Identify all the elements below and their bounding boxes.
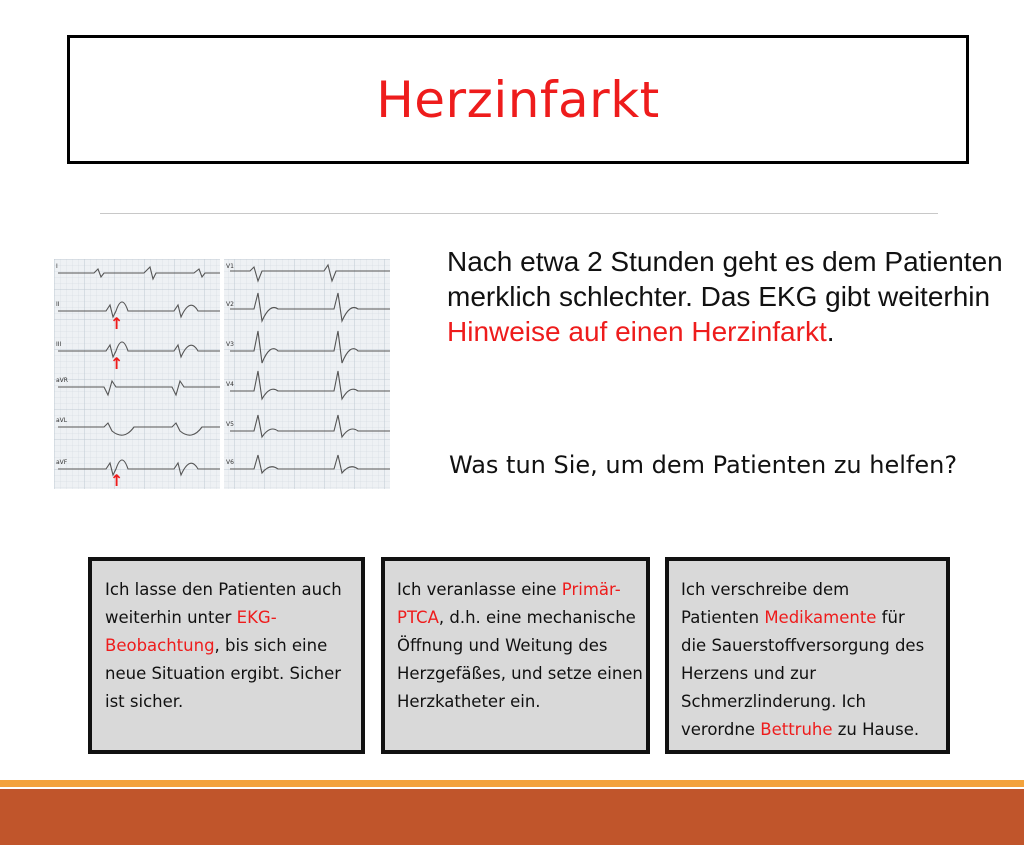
option-highlight: Medikamente [764, 608, 877, 627]
option-highlight: Primär-PTCA [397, 580, 621, 627]
lead-label: V6 [226, 459, 234, 466]
option-text: , d.h. eine mechanische Öffnung und Weitung des Herzgefäßes, und setze einen Herzkatheter ein. [397, 608, 643, 711]
lead-label: II [56, 301, 60, 308]
option-text: Ich veranlasse eine [397, 580, 562, 599]
st-elevation-arrow-icon: ↑ [110, 314, 124, 333]
footer-accent-line [0, 780, 1024, 787]
question-text: Was tun Sie, um dem Patienten zu helfen? [449, 451, 958, 479]
option-line: Ich verschreibe dem [681, 580, 850, 599]
title-box [67, 35, 969, 164]
lead-label: aVR [56, 377, 68, 384]
lead-label: V4 [226, 381, 234, 388]
option-line: die Sauerstoffversorgung des [681, 636, 925, 655]
st-elevation-arrow-icon: ↑ [110, 471, 124, 489]
ekg-image [54, 259, 390, 489]
option-primary-ptca[interactable] [381, 557, 650, 754]
scenario-highlight: Hinweise auf einen Herzinfarkt [447, 316, 827, 347]
option-medication[interactable] [665, 557, 950, 754]
lead-label: III [56, 341, 62, 348]
scenario-text-part1: Nach etwa 2 Stunden geht es dem Patienten merklich schlechter. Das EKG gibt weiterhin [447, 246, 1003, 312]
lead-label: V3 [226, 341, 234, 348]
option-text: Ich lasse den Patienten auch weiterhin unter [105, 580, 342, 627]
option-line: verordne Bettruhe zu Hause. [681, 720, 920, 739]
option-line: Schmerzlinderung. Ich [681, 692, 866, 711]
slide-title: Herzinfarkt [376, 70, 660, 129]
st-elevation-arrow-icon: ↑ [110, 354, 124, 373]
lead-label: aVL [56, 417, 68, 424]
scenario-text [447, 244, 1007, 349]
option-highlight: Bettruhe [760, 720, 833, 739]
lead-label: V5 [226, 421, 234, 428]
scenario-text-part2: . [826, 316, 835, 347]
option-line: Patienten Medikamente für [681, 608, 905, 627]
lead-label: V1 [226, 263, 234, 270]
footer-bar [0, 789, 1024, 845]
divider-line [100, 213, 938, 214]
option-line: Herzens und zur [681, 664, 816, 683]
lead-label: V2 [226, 301, 234, 308]
option-highlight: EKG-Beobachtung [105, 608, 277, 655]
lead-label: aVF [56, 459, 68, 466]
option-text: , bis sich eine neue Situation ergibt. Sicher ist sicher. [105, 636, 342, 711]
option-ekg-observation[interactable] [88, 557, 365, 754]
lead-label: I [56, 263, 58, 270]
